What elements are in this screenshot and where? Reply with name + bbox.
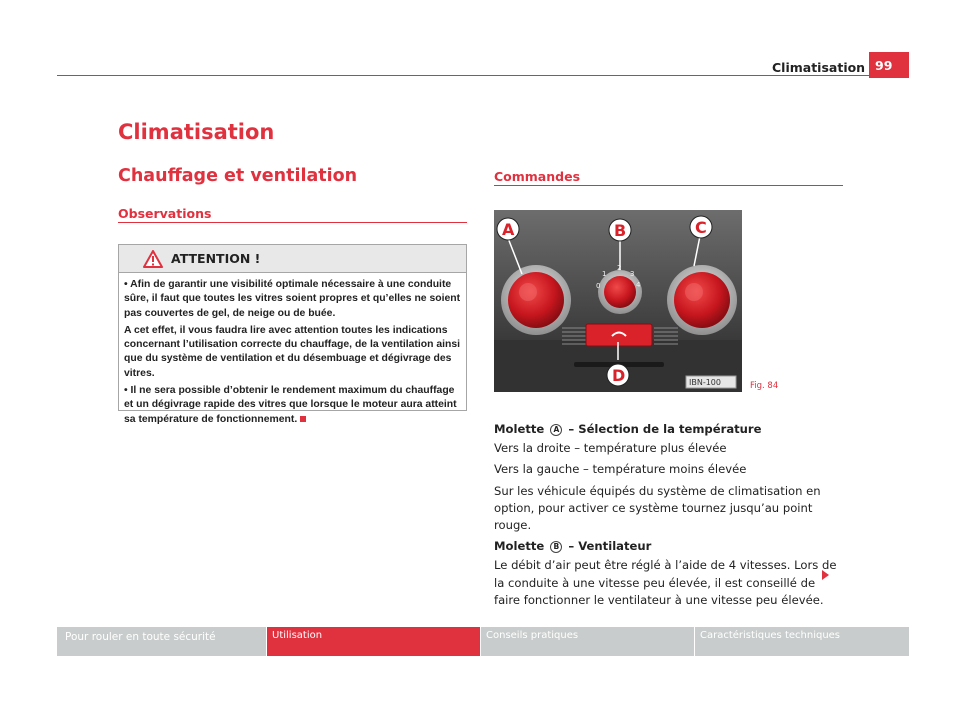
warning-paragraph: A cet effet, il vous faudra lire avec attention toutes les indications concernant l’utilisation correcte du chauffage, de la ventilation ainsi que du système de ventilation et du désembuage et dégivrage des vitres. [124, 324, 461, 379]
fan-speed-label: 3 [630, 270, 635, 278]
subsection-commandes: Commandes [494, 169, 843, 186]
subsection-observations: Observations [118, 206, 467, 223]
body-line: Sur les véhicule équipés du système de climatisation en option, pour activer ce système tournez jusqu’au point rouge. [494, 483, 821, 533]
warning-box [118, 244, 467, 425]
page-number: 99 [869, 52, 909, 78]
callout-badge-a: A [550, 424, 562, 436]
fan-speed-label: 4 [636, 281, 641, 289]
figure-caption: Fig. 84 [750, 381, 779, 391]
footer-tab-securite[interactable]: Pour rouler en toute sécurité [57, 627, 266, 656]
block-heading: Molette A – Sélection de la température [494, 422, 762, 436]
climate-control-figure [494, 210, 742, 392]
footer-tab-caracteristiques[interactable]: Caractéristiques techniques [694, 627, 909, 656]
continue-arrow-icon [822, 570, 829, 580]
callout-label: C [695, 218, 707, 237]
block-heading: Molette B – Ventilateur [494, 539, 652, 554]
header-title: Climatisation [772, 60, 866, 75]
temperature-knob [501, 265, 571, 335]
callout-label: D [612, 366, 626, 385]
recirculation-button [586, 324, 652, 346]
footer-tab-utilisation[interactable]: Utilisation [266, 627, 480, 656]
callout-badge-b: B [550, 541, 562, 553]
fan-speed-label: 0 [596, 282, 601, 290]
warning-paragraph: • Afin de garantir une visibilité optimale nécessaire à une conduite sûre, il faut que toutes les vitres soient propres et qu’elles ne soient pas couvertes de gel, de neige ou de buée. [124, 279, 461, 319]
footer-tab-conseils[interactable]: Conseils pratiques [480, 627, 694, 656]
footer-nav [57, 627, 909, 656]
warning-body [119, 273, 466, 427]
fan-speed-label: 1 [602, 270, 607, 278]
section-title: Chauffage et ventilation [118, 166, 358, 186]
end-of-section-marker [300, 416, 306, 422]
body-line: Vers la gauche – température moins élevée [494, 462, 747, 477]
warning-paragraph: • Il ne sera possible d’obtenir le rendement maximum du chauffage et un dégivrage rapide des vitres que lorsque le moteur aura atteint sa température de fonctionnement. [124, 385, 457, 425]
chapter-title: Climatisation [118, 120, 275, 144]
header-rule [57, 75, 870, 76]
body-line: Vers la droite – température plus élevée [494, 441, 727, 456]
figure-code: IBN-100 [689, 378, 721, 387]
callout-label: B [614, 221, 627, 240]
commandes-text [494, 421, 844, 613]
warning-title: ATTENTION ! [171, 251, 261, 266]
warning-triangle-icon [143, 250, 163, 268]
air-distribution-knob [667, 265, 737, 335]
body-line: Le débit d’air peut être réglé à l’aide de 4 vitesses. Lors de la conduite à une vitesse peu élevée, il est conseillé de faire fonctionner le ventilateur à une vitesse peu élevée. [494, 558, 837, 607]
warning-header [119, 245, 466, 273]
callout-label: A [502, 220, 515, 239]
fan-speed-label: 2 [617, 264, 622, 272]
